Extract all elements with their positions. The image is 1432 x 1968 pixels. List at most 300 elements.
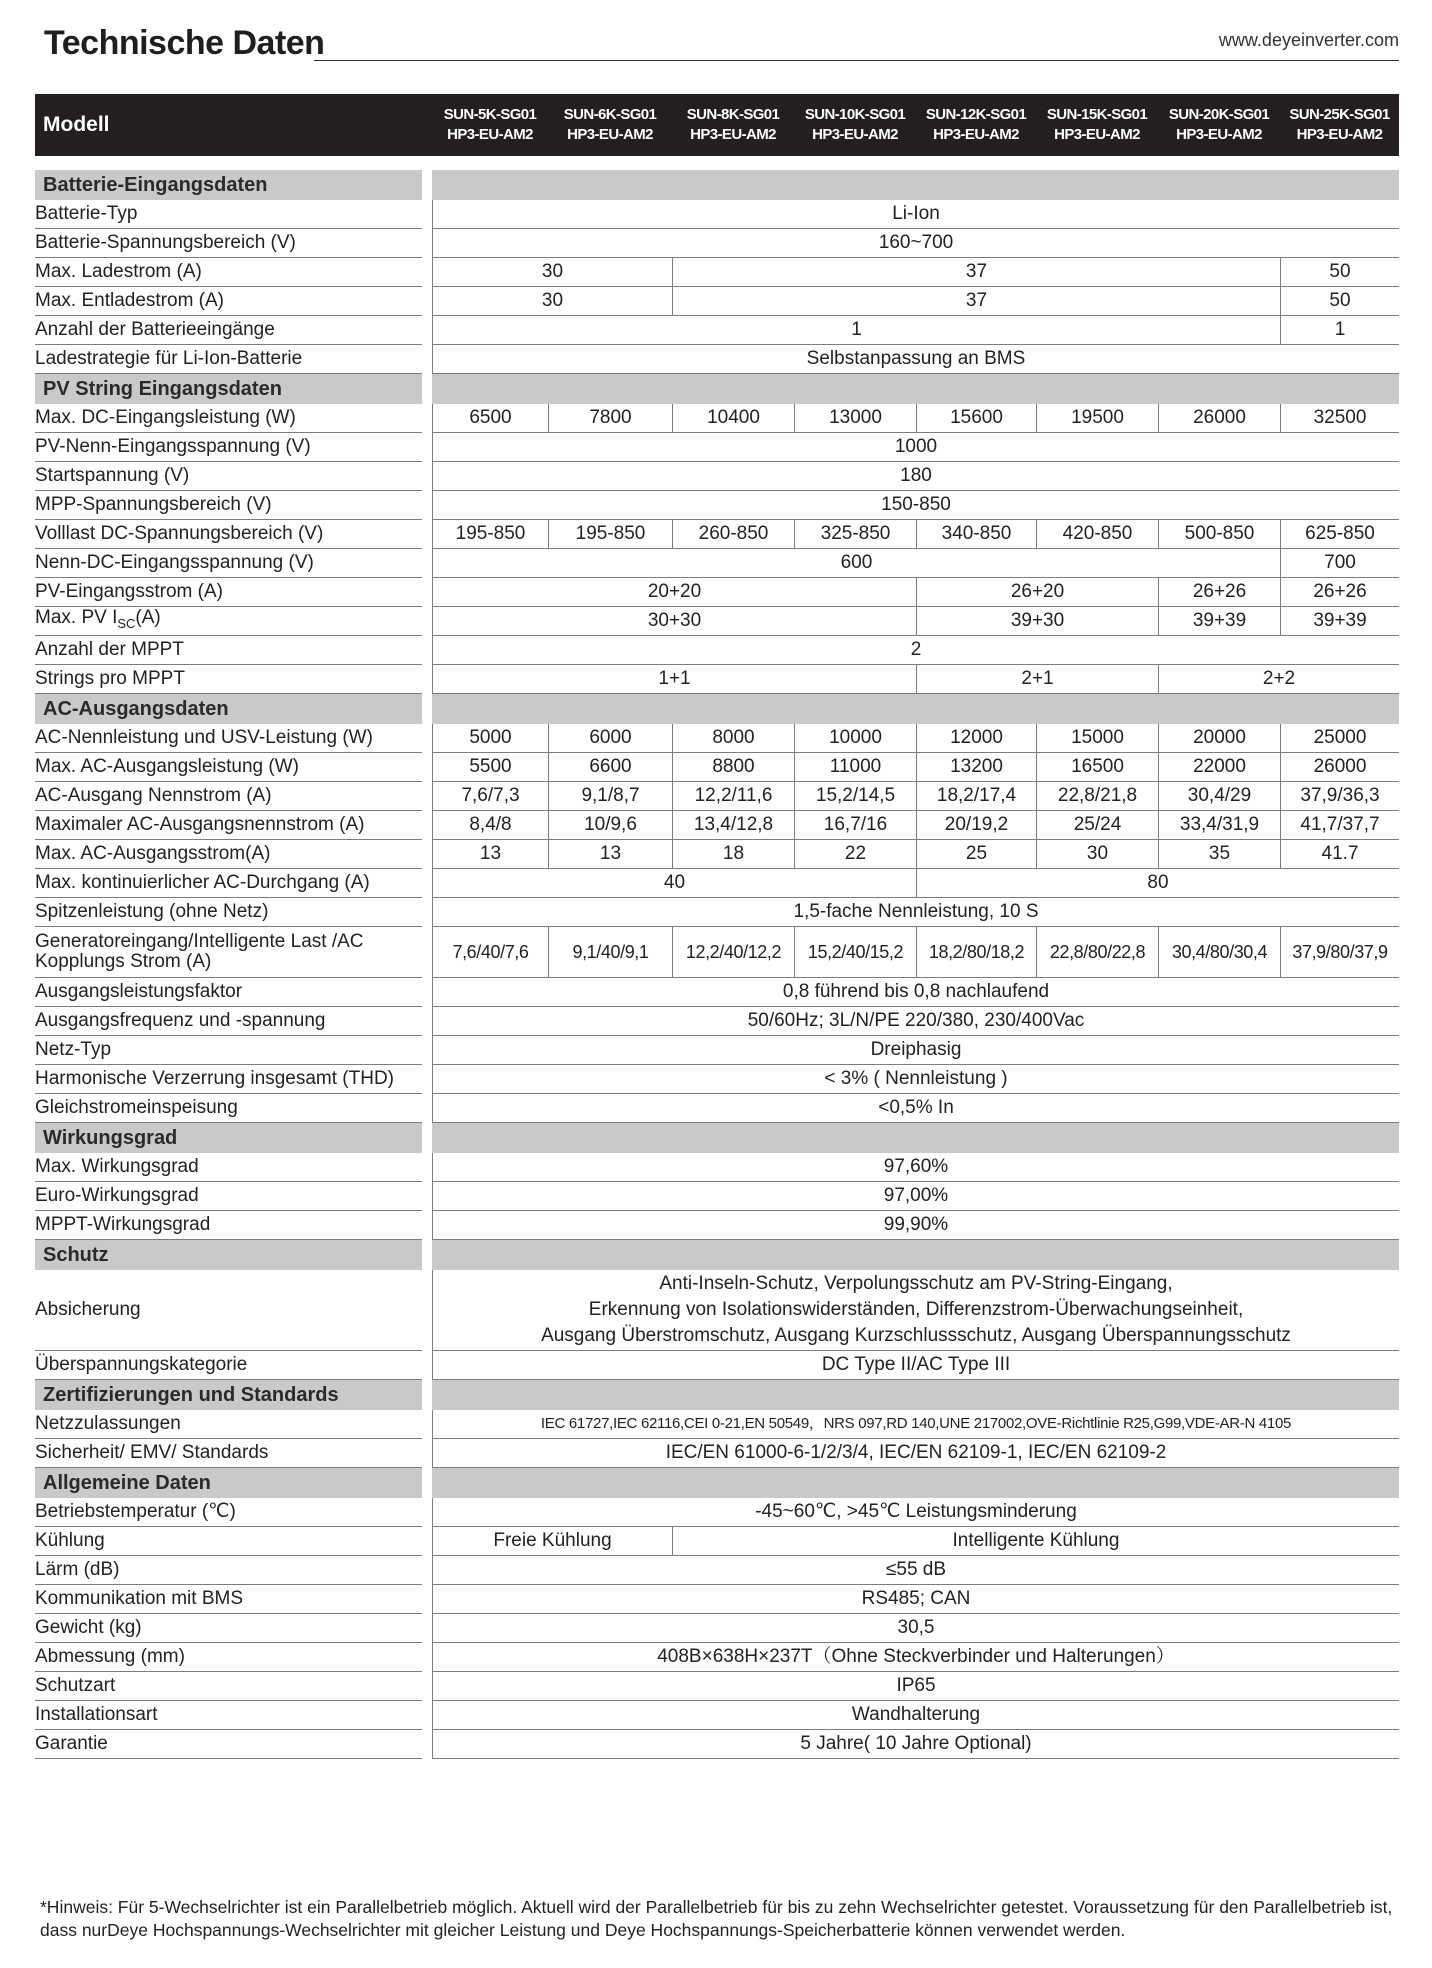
spec-label-text: MPP-Spannungsbereich (V)	[35, 494, 272, 515]
section-title: Schutz	[35, 1240, 422, 1270]
column-gap	[422, 636, 432, 665]
column-gap	[422, 869, 432, 898]
column-gap	[422, 753, 432, 782]
spec-label	[35, 1351, 422, 1380]
section-fill	[432, 1123, 1399, 1153]
spec-value-text: 20000	[1193, 727, 1246, 748]
spec-label	[35, 1498, 422, 1527]
spec-value-text: 26+26	[1313, 581, 1367, 602]
spec-value	[432, 1585, 1399, 1614]
column-gap	[422, 1065, 432, 1094]
column-gap	[422, 1730, 432, 1759]
spec-row	[35, 1701, 1399, 1730]
section-title: Batterie-Eingangsdaten	[35, 170, 422, 200]
spec-label-unit: (A)	[135, 607, 161, 629]
spec-row	[35, 1153, 1399, 1182]
spec-value-text: 325-850	[820, 523, 891, 544]
spec-label	[35, 753, 422, 782]
spec-row	[35, 1556, 1399, 1585]
spec-row	[35, 578, 1399, 607]
column-gap	[422, 1672, 432, 1701]
spec-row	[35, 345, 1399, 374]
model-name-line: HP3-EU-AM2	[812, 126, 898, 143]
spec-value-text: 1,5-fache Nennleistung, 10 S	[793, 901, 1039, 922]
spec-value-text: 1000	[894, 436, 938, 457]
column-gap	[422, 1614, 432, 1643]
spec-row	[35, 1007, 1399, 1036]
spec-row	[35, 1614, 1399, 1643]
spec-label	[35, 1701, 422, 1730]
spec-value-text: 26000	[1313, 756, 1367, 777]
spec-value	[432, 1527, 672, 1556]
spec-label	[35, 316, 422, 345]
spec-label-text: Max. PV I	[35, 607, 118, 629]
spec-label-text: Ausgangsleistungsfaktor	[35, 981, 243, 1002]
spec-value	[1158, 840, 1280, 869]
spec-label-text: Strings pro MPPT	[35, 668, 185, 689]
spacer	[35, 156, 1399, 170]
spec-value	[432, 1094, 1399, 1123]
spec-value-text: 22,8/21,8	[1057, 785, 1138, 806]
spec-value	[916, 578, 1158, 607]
spec-value	[432, 404, 548, 433]
column-gap	[422, 724, 432, 753]
spec-value	[794, 782, 916, 811]
spec-value	[432, 1065, 1399, 1094]
spec-value	[916, 782, 1036, 811]
spec-value-text: 15000	[1071, 727, 1124, 748]
spec-label	[35, 404, 422, 433]
spec-label-text: Lärm (dB)	[35, 1559, 120, 1580]
spec-value	[432, 1498, 1399, 1527]
spec-label	[35, 665, 422, 694]
spec-value-text: 22,8/80/22,8	[1049, 942, 1146, 962]
spec-value-text: 18,2/80/18,2	[928, 942, 1025, 962]
spec-label-text: PV-Eingangsstrom (A)	[35, 581, 223, 602]
model-name-line: SUN-5K-SG01	[443, 106, 537, 123]
spec-value-text: 20/19,2	[944, 814, 1009, 835]
spec-value-text: 30	[541, 290, 564, 311]
column-gap	[422, 1643, 432, 1672]
column-gap	[422, 1556, 432, 1585]
spec-value	[672, 840, 794, 869]
spec-value-text: IP65	[896, 1675, 936, 1696]
spec-label	[35, 1211, 422, 1240]
spec-value-text: 22	[844, 843, 867, 864]
model-name-line: SUN-15K-SG01	[1046, 106, 1148, 123]
spec-value-text: 50	[1329, 290, 1351, 311]
spec-label-text: Anzahl der Batterieeingänge	[35, 319, 275, 340]
spec-value	[672, 258, 1280, 287]
spec-value	[432, 1672, 1399, 1701]
spec-label-text: Anzahl der MPPT	[35, 639, 184, 660]
spec-value	[1036, 404, 1158, 433]
spec-label	[35, 927, 422, 978]
model-name-line: SUN-6K-SG01	[563, 106, 657, 123]
spec-value	[432, 258, 672, 287]
spec-label-text: Generatoreingang/Intelligente Last /AC Kopplungs Strom (A)	[35, 931, 364, 972]
spec-value-text: 16,7/16	[823, 814, 888, 835]
section-title: PV String Eingangsdaten	[35, 374, 422, 404]
column-gap	[422, 1380, 432, 1410]
spec-value-text: Intelligente Kühlung	[952, 1530, 1120, 1551]
spec-value-text: 0,8 führend bis 0,8 nachlaufend	[782, 981, 1050, 1002]
column-gap	[422, 94, 432, 156]
spec-value	[916, 665, 1158, 694]
spec-label	[35, 345, 422, 374]
spec-value-text: 10/9,6	[584, 814, 637, 835]
spec-label-text: Startspannung (V)	[35, 465, 190, 486]
section-title: Wirkungsgrad	[35, 1123, 422, 1153]
spec-value	[1158, 811, 1280, 840]
spec-row	[35, 1182, 1399, 1211]
spec-row	[35, 1527, 1399, 1556]
spec-value	[1158, 753, 1280, 782]
spec-value-text: 12,2/11,6	[694, 785, 773, 806]
spec-label-text: Max. kontinuierlicher AC-Durchgang (A)	[35, 872, 370, 893]
spec-value-text: 260-850	[698, 523, 769, 544]
spec-value-text: Erkennung von Isolationswiderständen, Differenzstrom-Überwachungseinheit,	[588, 1299, 1244, 1320]
spec-value-text: 30,5	[897, 1617, 935, 1638]
spec-row	[35, 404, 1399, 433]
spec-value	[432, 549, 1280, 578]
spec-label-text: Absicherung	[35, 1299, 141, 1320]
spec-value	[1036, 811, 1158, 840]
spec-row	[35, 1094, 1399, 1123]
spec-value	[432, 927, 548, 978]
model-name-line: HP3-EU-AM2	[933, 126, 1019, 143]
spec-label	[35, 1153, 422, 1182]
spec-value	[916, 840, 1036, 869]
spec-value-text: Dreiphasig	[870, 1039, 962, 1060]
spec-value	[432, 1036, 1399, 1065]
column-gap	[422, 578, 432, 607]
column-gap	[422, 840, 432, 869]
spec-value-text: 13	[479, 843, 502, 864]
spec-value	[432, 1556, 1399, 1585]
spec-value	[794, 753, 916, 782]
spec-value	[432, 316, 1280, 345]
spec-value-text: 20+20	[647, 581, 702, 602]
column-gap	[422, 520, 432, 549]
spec-value-text: 26+20	[1010, 581, 1065, 602]
column-gap	[422, 200, 432, 229]
spec-value-text: 11000	[829, 756, 882, 777]
spec-row	[35, 607, 1399, 636]
model-name-line: SUN-20K-SG01	[1168, 106, 1270, 123]
spec-row	[35, 1585, 1399, 1614]
spec-label	[35, 869, 422, 898]
spec-row	[35, 1270, 1399, 1351]
model-name-line: HP3-EU-AM2	[1296, 126, 1383, 143]
column-gap	[422, 1351, 432, 1380]
spec-value	[432, 1643, 1399, 1672]
spec-value-text: 10000	[829, 727, 882, 748]
spec-value-text: 6600	[589, 756, 632, 777]
spec-value	[1280, 840, 1399, 869]
website-link[interactable]: www.deyeinverter.com	[1209, 30, 1399, 51]
spec-label	[35, 200, 422, 229]
spec-value-text: 41,7/37,7	[1300, 814, 1380, 835]
spec-label	[35, 1730, 422, 1759]
model-name-line: SUN-10K-SG01	[804, 106, 906, 123]
spec-label	[35, 1527, 422, 1556]
column-gap	[422, 607, 432, 636]
column-gap	[422, 1585, 432, 1614]
spec-label-text: MPPT-Wirkungsgrad	[35, 1214, 211, 1235]
spec-row	[35, 898, 1399, 927]
spec-label	[35, 549, 422, 578]
spec-value-text: 12,2/40/12,2	[685, 942, 782, 962]
spec-value	[794, 811, 916, 840]
spec-value-text: 700	[1324, 552, 1356, 573]
section-fill	[432, 1468, 1399, 1498]
spec-value	[672, 287, 1280, 316]
spec-value-text: 18,2/17,4	[936, 785, 1017, 806]
model-name-line: HP3-EU-AM2	[1054, 126, 1140, 143]
model-name-line: HP3-EU-AM2	[567, 126, 653, 143]
model-name-line: HP3-EU-AM2	[1176, 126, 1262, 143]
spec-value	[1280, 404, 1399, 433]
spec-value-text: 22000	[1193, 756, 1246, 777]
spec-row	[35, 1730, 1399, 1759]
column-gap	[422, 1701, 432, 1730]
spec-value	[432, 345, 1399, 374]
column-gap	[422, 287, 432, 316]
spec-label-text: Gleichstromeinspeisung	[35, 1097, 238, 1118]
spec-value-text: 8000	[712, 727, 755, 748]
spec-value-text: 15,2/14,5	[815, 785, 896, 806]
model-name	[432, 94, 548, 156]
spec-label	[35, 1614, 422, 1643]
spec-label-text: Ladestrategie für Li-Ion-Batterie	[35, 348, 303, 369]
column-gap	[422, 316, 432, 345]
spec-value-text: 5000	[469, 727, 512, 748]
spec-row	[35, 636, 1399, 665]
spec-value-text: 13,4/12,8	[693, 814, 774, 835]
column-gap	[422, 1468, 432, 1498]
column-gap	[422, 782, 432, 811]
spec-value	[672, 811, 794, 840]
column-gap	[422, 1036, 432, 1065]
spec-label	[35, 1410, 422, 1439]
section-fill	[432, 1240, 1399, 1270]
spec-label	[35, 258, 422, 287]
spec-value	[1280, 811, 1399, 840]
model-name	[794, 94, 916, 156]
column-gap	[422, 374, 432, 404]
spec-value	[672, 927, 794, 978]
spec-label-text: Abmessung (mm)	[35, 1646, 185, 1667]
model-name-line: SUN-12K-SG01	[925, 106, 1027, 123]
spec-row	[35, 840, 1399, 869]
spec-value-text: Anti-Inseln-Schutz, Verpolungsschutz am PV-String-Eingang,	[659, 1273, 1173, 1294]
spec-label	[35, 840, 422, 869]
spec-value	[432, 840, 548, 869]
spec-value	[432, 724, 548, 753]
spec-value-text: DC Type II/AC Type III	[821, 1354, 1011, 1375]
spec-label	[35, 1007, 422, 1036]
spec-value-text: 99,90%	[883, 1214, 949, 1235]
section-title: Allgemeine Daten	[35, 1468, 422, 1498]
spec-value-text: 8800	[712, 756, 755, 777]
spec-label	[35, 1672, 422, 1701]
spec-label-text: AC-Ausgang Nennstrom (A)	[35, 785, 272, 806]
model-name	[1158, 94, 1280, 156]
spec-label-text: Netz-Typ	[35, 1039, 112, 1060]
spec-label	[35, 724, 422, 753]
column-gap	[422, 462, 432, 491]
spec-value-text: 30,4/80/30,4	[1171, 942, 1268, 962]
spec-value	[432, 520, 548, 549]
spec-row	[35, 927, 1399, 978]
spec-value-text: 160~700	[878, 232, 954, 253]
spec-value	[794, 520, 916, 549]
spec-value	[432, 811, 548, 840]
spec-row	[35, 549, 1399, 578]
column-gap	[422, 1439, 432, 1468]
spec-value	[794, 404, 916, 433]
spec-value	[432, 200, 1399, 229]
spec-value	[916, 811, 1036, 840]
model-name-line: HP3-EU-AM2	[447, 126, 533, 143]
spec-value-text: 16500	[1071, 756, 1124, 777]
spec-value	[916, 724, 1036, 753]
spec-value	[432, 1270, 1399, 1351]
spec-label-text: Garantie	[35, 1733, 108, 1754]
spec-value	[1158, 607, 1280, 636]
column-gap	[422, 229, 432, 258]
spec-value-text: 25000	[1313, 727, 1367, 748]
spec-value	[916, 753, 1036, 782]
spec-label-subscript: SC	[117, 615, 136, 631]
model-name-line: HP3-EU-AM2	[690, 126, 776, 143]
column-gap	[422, 811, 432, 840]
column-gap	[422, 1153, 432, 1182]
spec-label-text: Ausgangsfrequenz und -spannung	[35, 1010, 326, 1031]
spec-value	[916, 520, 1036, 549]
spec-value	[1036, 840, 1158, 869]
spec-value	[548, 753, 672, 782]
spec-value-text: -45~60℃, >45℃ Leistungsminderung	[755, 1501, 1077, 1522]
spec-value-text: 97,60%	[883, 1156, 949, 1177]
spec-value	[794, 927, 916, 978]
spec-value-text: 40	[663, 872, 686, 893]
spec-value	[916, 869, 1399, 898]
spec-label-text: Sicherheit/ EMV/ Standards	[35, 1442, 269, 1463]
spec-value-text: 150-850	[881, 494, 951, 515]
spec-value	[432, 1701, 1399, 1730]
spec-value	[548, 927, 672, 978]
column-gap	[422, 978, 432, 1007]
spec-value-text: 420-850	[1062, 523, 1133, 544]
spec-value-text: 15600	[950, 407, 1003, 428]
spec-value	[548, 840, 672, 869]
spec-label	[35, 1065, 422, 1094]
column-gap	[422, 549, 432, 578]
model-label: Modell	[35, 94, 422, 156]
spec-row	[35, 1498, 1399, 1527]
spec-label	[35, 1094, 422, 1123]
spec-value-text: 32500	[1313, 407, 1367, 428]
spec-value-text: 195-850	[575, 523, 646, 544]
spec-value-text: 41.7	[1321, 843, 1359, 864]
spec-value-text: 25/24	[1073, 814, 1122, 835]
spec-label	[35, 287, 422, 316]
spec-value-text: 30	[541, 261, 564, 282]
spec-value	[432, 665, 916, 694]
column-gap	[422, 1094, 432, 1123]
spec-value	[1280, 520, 1399, 549]
spec-value-text: 7800	[589, 407, 632, 428]
spec-value	[794, 840, 916, 869]
spec-value-text: 50	[1329, 261, 1351, 282]
spec-value-text: Ausgang Überstromschutz, Ausgang Kurzschlussschutz, Ausgang Überspannungsschutz	[541, 1325, 1291, 1346]
column-gap	[422, 345, 432, 374]
spec-label-text: Max. Ladestrom (A)	[35, 261, 202, 282]
spec-label-text: Max. AC-Ausgangsleistung (W)	[35, 756, 299, 777]
spec-label	[35, 1439, 422, 1468]
spec-label-text: Max. Wirkungsgrad	[35, 1156, 199, 1177]
spec-value-text: 1	[1334, 319, 1346, 340]
spec-value-text: 7,6/40/7,6	[452, 942, 529, 962]
spec-value-text: 37	[965, 290, 988, 311]
spec-value-text: 2+2	[1262, 668, 1296, 689]
spec-value	[672, 724, 794, 753]
spec-value-text: 37	[965, 261, 988, 282]
spec-value	[1158, 927, 1280, 978]
spec-value-text: 39+39	[1313, 610, 1367, 631]
spec-label-text: Harmonische Verzerrung insgesamt (THD)	[35, 1068, 395, 1089]
spec-row	[35, 1672, 1399, 1701]
model-name	[672, 94, 794, 156]
spec-label	[35, 782, 422, 811]
spec-value	[432, 753, 548, 782]
spec-label-text: Überspannungskategorie	[35, 1354, 248, 1375]
spec-value-text: 408B×638H×237T（Ohne Steckverbinder und Halterungen）	[657, 1646, 1175, 1667]
spec-value	[1280, 549, 1399, 578]
spec-value	[432, 1007, 1399, 1036]
spec-row	[35, 433, 1399, 462]
footnote: *Hinweis: Für 5-Wechselrichter ist ein Parallelbetrieb möglich. Aktuell wird der Parallelbetrieb für bis zu zehn Wechselrichter getestet. Voraussetzung für den Parallelbetrieb ist, dass nurDeye Hochspannungs-Wechselrichter mit gleicher Leistung und Deye Hochspannungs-Speicherbatterie können verwendet werden.	[40, 1897, 1393, 1940]
spec-row	[35, 1211, 1399, 1240]
section-fill	[432, 1380, 1399, 1410]
spec-value-text: 25	[965, 843, 988, 864]
spec-row	[35, 724, 1399, 753]
spec-value-text: 1	[851, 319, 862, 340]
spec-value	[432, 898, 1399, 927]
spec-label-text: Gewicht (kg)	[35, 1617, 142, 1638]
spec-value-text: 10400	[707, 407, 760, 428]
spec-label	[35, 462, 422, 491]
spec-label-text: Max. Entladestrom (A)	[35, 290, 224, 311]
spec-row	[35, 1351, 1399, 1380]
spec-value-text: Selbstanpassung an BMS	[806, 348, 1026, 369]
spec-value	[1280, 753, 1399, 782]
spec-value	[548, 724, 672, 753]
spec-value-text: 39+39	[1192, 610, 1247, 631]
column-gap	[422, 1240, 432, 1270]
spec-row	[35, 1439, 1399, 1468]
spec-label	[35, 1270, 422, 1351]
spec-value-text: 500-850	[1184, 523, 1255, 544]
spec-row	[35, 200, 1399, 229]
spec-value	[672, 753, 794, 782]
spec-row	[35, 811, 1399, 840]
spec-label-text: Max. AC-Ausgangsstrom(A)	[35, 843, 271, 864]
spec-value	[1158, 665, 1399, 694]
column-gap	[422, 1410, 432, 1439]
